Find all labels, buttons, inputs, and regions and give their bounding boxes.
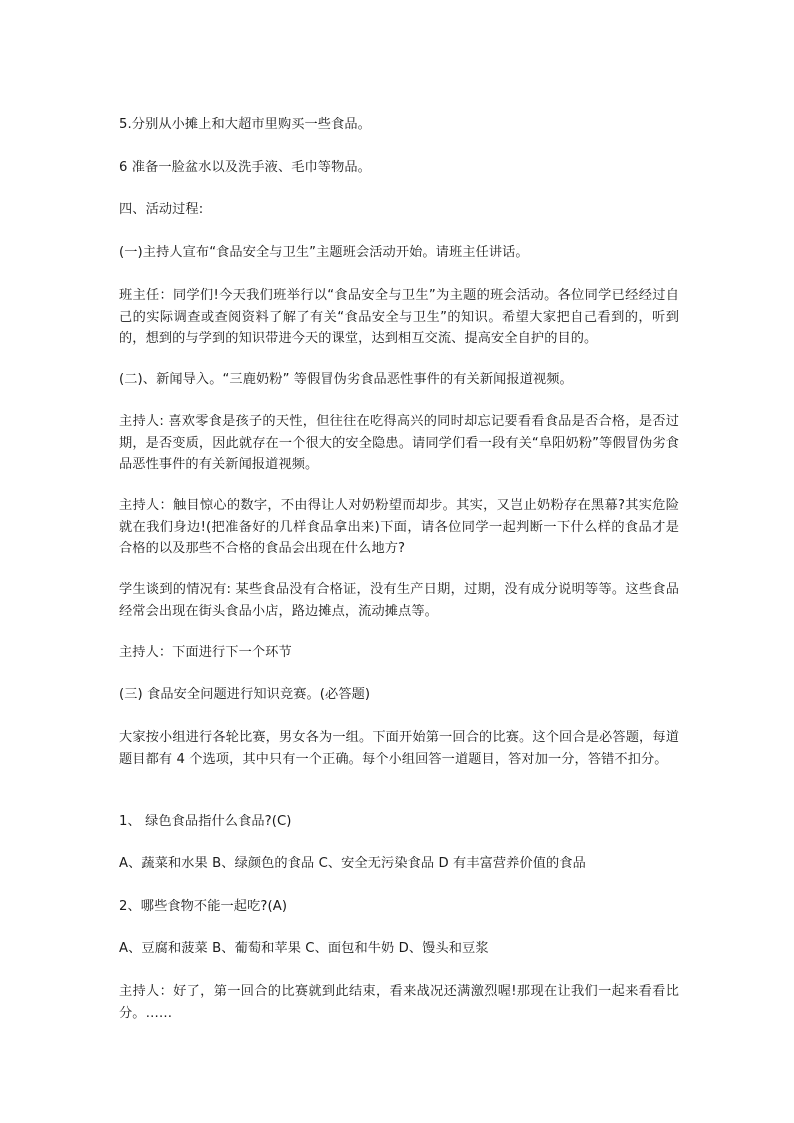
section-heading-quiz: (三) 食品安全问题进行知识竞赛。(必答题) [119, 687, 371, 702]
paragraph-host-announcement: (一)主持人宣布“食品安全与卫生”主题班会活动开始。请班主任讲话。 [119, 245, 529, 260]
paragraph-host-shocking-numbers: 主持人：触目惊心的数字，不由得让人对奶粉望而却步。其实，又岂止奶粉存在黑幕?其实危险就在我们身边!(把准备好的几样食品拿出来)下面，请各位同学一起判断一下什么样的食品才是合格的以及那些不合格的食品会出现在什么地方? [119, 498, 679, 556]
paragraph-quiz-rules: 大家按小组进行各轮比赛，男女各为一组。下面开始第一回合的比赛。这个回合是必答题，每道题目都有 4 个选项，其中只有一个正确。每个小组回答一道题目，答对加一分，答错不扣分。 [119, 730, 679, 767]
quiz-question-2: 2、哪些食物不能一起吃?(A) [119, 899, 288, 914]
quiz-question-1: 1、 绿色食品指什么食品?(C) [119, 814, 292, 829]
paragraph-news-intro: (二)、新闻导入。“三鹿奶粉” 等假冒伪劣食品恶性事件的有关新闻报道视频。 [119, 372, 573, 387]
paragraph-host-round-end: 主持人：好了，第一回合的比赛就到此结束，看来战况还满激烈喔!那现在让我们一起来看看比分。…… [119, 984, 679, 1021]
paragraph-prep-item-6: 6 准备一脸盆水以及洗手液、毛巾等物品。 [119, 160, 371, 175]
quiz-question-1-options: A、蔬菜和水果 B、绿颜色的食品 C、安全无污染食品 D 有丰富营养价值的食品 [119, 856, 586, 871]
paragraph-teacher-speech: 班主任：同学们!今天我们班举行以“食品安全与卫生”为主题的班会活动。各位同学已经经过自己的实际调查或查阅资料了解了有关“食品安全与卫生”的知识。希望大家把自己看到的，听到的，想到的与学到的知识带进今天的课堂，达到相互交流、提高安全自护的目的。 [119, 288, 679, 346]
paragraph-host-next-segment: 主持人：下面进行下一个环节 [119, 645, 292, 660]
quiz-question-2-options: A、豆腐和菠菜 B、葡萄和苹果 C、面包和牛奶 D、馒头和豆浆 [119, 941, 489, 956]
section-heading-activity-process: 四、活动过程: [119, 202, 204, 217]
paragraph-student-findings: 学生谈到的情况有: 某些食品没有合格证，没有生产日期，过期，没有成分说明等等。这些食品经常会出现在街头食品小店，路边摊点，流动摊点等。 [119, 582, 679, 619]
paragraph-prep-item-5: 5.分别从小摊上和大超市里购买一些食品。 [119, 117, 371, 132]
paragraph-host-snacks: 主持人: 喜欢零食是孩子的天性，但往往在吃得高兴的同时却忘记要看看食品是否合格，是否过期，是否变质，因此就存在一个很大的安全隐患。请同学们看一段有关“阜阳奶粉”等假冒伪劣食品恶性事件的有关新闻报道视频。 [119, 414, 679, 472]
